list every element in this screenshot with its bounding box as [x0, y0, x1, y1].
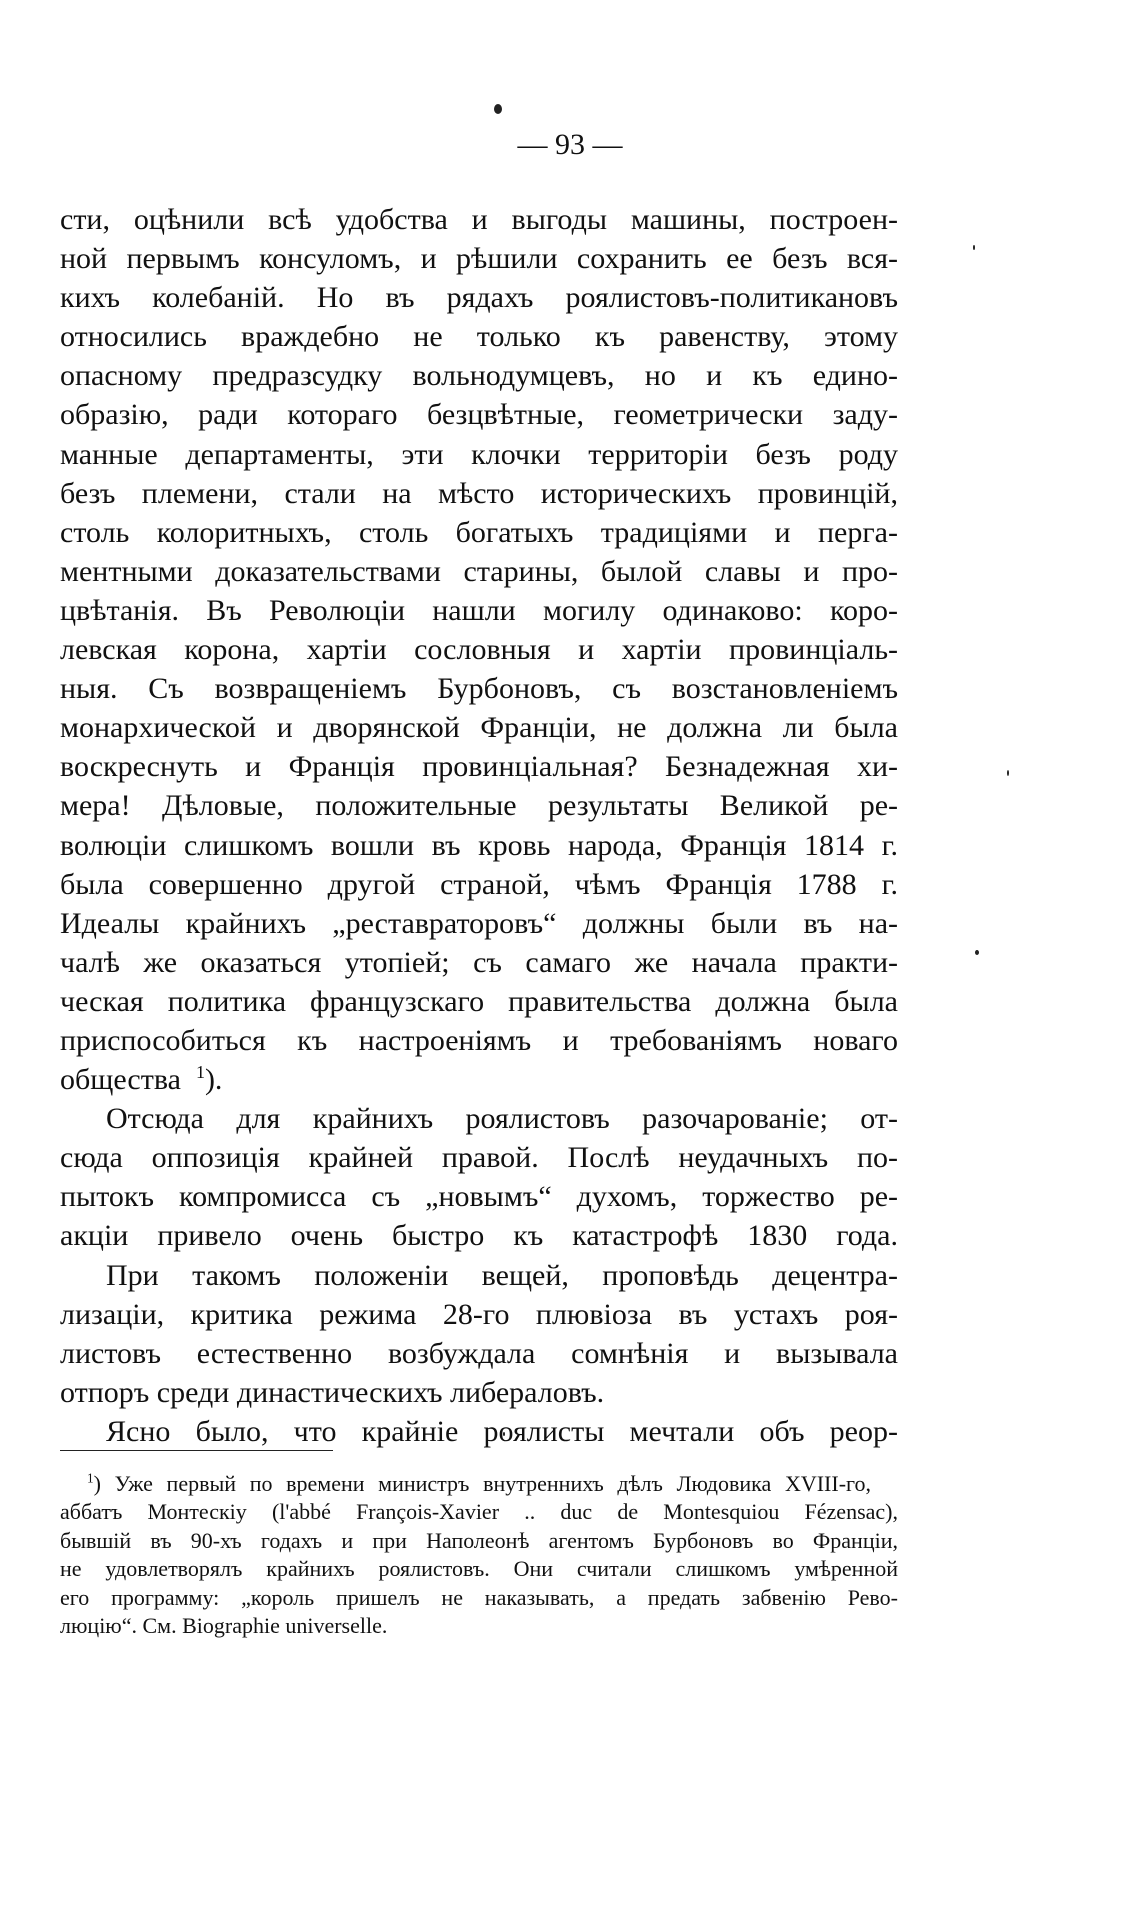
- text-line: [60, 1216, 898, 1255]
- line-content: левская корона, хартіи сословныя и хартіи провинціаль-: [60, 633, 898, 667]
- line-text: $^1$) Уже первый по времени министръ внутреннихъ дѣлъ Людовика XVIII-го,: [87, 1470, 871, 1496]
- line-content: Отсюда для крайнихъ роялистовъ разочарованіе; от-: [106, 1102, 898, 1136]
- line-content: При такомъ положеніи вещей, проповѣдь децентра-: [106, 1258, 898, 1292]
- line-content: ной первымъ консуломъ, и рѣшили сохранить ее безъ вся-: [60, 242, 898, 276]
- text-line: [60, 982, 898, 1021]
- text-line: [60, 669, 898, 708]
- text-line: [60, 200, 898, 239]
- line-content: ментными доказательствами старины, былой славы и про-: [60, 554, 898, 588]
- line-content: безъ племени, стали на мѣсто историческихъ провинцій,: [60, 476, 898, 510]
- line-text: [60, 1138, 898, 1177]
- line-content: монархической и дворянской Франціи, не должна ли была: [60, 711, 898, 745]
- line-content: не удовлетворялъ крайнихъ роялистовъ. Они считали слишкомъ умѣренной: [60, 1556, 898, 1582]
- line-text: [60, 1334, 898, 1373]
- text-line: [60, 239, 898, 278]
- text-line: [60, 1373, 898, 1412]
- body-text: [60, 200, 898, 1451]
- text-line: [60, 630, 898, 669]
- line-text: [60, 1177, 898, 1216]
- line-content: кихъ колебаній. Но въ рядахъ роялистовъ-политикановъ: [60, 281, 898, 315]
- text-line: [60, 1334, 898, 1373]
- footnote-line: [60, 1555, 898, 1583]
- line-text: [60, 1373, 898, 1412]
- line-text: [60, 1555, 898, 1583]
- footnote-mark: 1: [87, 1470, 94, 1486]
- line-content: опасному предразсудку вольнодумцевъ, но и къ едино-: [60, 359, 898, 393]
- line-text: [60, 1295, 898, 1334]
- line-content: манные департаменты, эти клочки территоріи безъ роду: [60, 437, 898, 471]
- line-content: была совершенно другой страной, чѣмъ Франція 1788 г.: [60, 867, 898, 901]
- line-text: [60, 435, 898, 474]
- line-text: [60, 1498, 898, 1526]
- line-content: аббатъ Монтескіу (l'abbé François-Xavier .. duc de Montesquiou Fézensac),: [60, 1499, 898, 1525]
- line-text: [60, 474, 898, 513]
- text-line: [60, 1099, 898, 1138]
- line-content: Идеалы крайнихъ „реставраторовъ“ должны были въ на-: [60, 906, 898, 940]
- line-text: [106, 1412, 898, 1451]
- text-line: [60, 278, 898, 317]
- text-line: [60, 317, 898, 356]
- footnote-line: [60, 1612, 898, 1640]
- text-line: [60, 747, 898, 786]
- line-text: [60, 747, 898, 786]
- text-line: [60, 591, 898, 630]
- line-text: [60, 552, 898, 591]
- print-speck: [973, 245, 975, 250]
- text-line: [60, 474, 898, 513]
- footnote-divider: [60, 1450, 333, 1451]
- text-line: [60, 1295, 898, 1334]
- line-content: Уже первый по времени министръ внутреннихъ дѣлъ Людовика XVIII-го,: [114, 1471, 871, 1496]
- line-text: [60, 826, 898, 865]
- line-text: [60, 943, 898, 982]
- line-text: [60, 1060, 898, 1099]
- line-content: относились враждебно не только къ равенству, этому: [60, 320, 898, 354]
- line-content: цвѣтанія. Въ Революціи нашли могилу одинаково: коро-: [60, 593, 898, 627]
- page-number: — 93 —: [517, 128, 623, 161]
- line-text: [60, 356, 898, 395]
- line-content: мера! Дѣловые, положительные результаты Великой ре-: [60, 789, 898, 823]
- line-content: волюціи слишкомъ вошли въ кровь народа, Франція 1814 г.: [60, 828, 898, 862]
- footnote: [60, 1470, 898, 1640]
- line-text: [60, 395, 898, 434]
- text-line: [60, 708, 898, 747]
- line-text: [60, 1527, 898, 1555]
- line-text: [106, 1256, 898, 1295]
- print-speck: [1007, 770, 1009, 776]
- line-content: приспособиться къ настроеніямъ и требованіямъ новаго: [60, 1023, 898, 1057]
- text-line: [60, 1021, 898, 1060]
- line-text: [60, 786, 898, 825]
- text-line: [60, 904, 898, 943]
- line-content: люцію“. См. Biographie universelle.: [60, 1612, 388, 1638]
- text-line: [60, 786, 898, 825]
- line-content: столь колоритныхъ, столь богатыхъ традиціями и перга-: [60, 515, 898, 549]
- line-text: [60, 1216, 898, 1255]
- line-content: бывшій въ 90-хъ годахъ и при Наполеонѣ агентомъ Бурбоновъ во Франціи,: [60, 1527, 898, 1553]
- text-line: [60, 356, 898, 395]
- text-line: [60, 943, 898, 982]
- footnote-line: [60, 1498, 898, 1526]
- line-text: [60, 513, 898, 552]
- line-content: его программу: „король пришелъ не наказывать, а предать забвенію Рево-: [60, 1584, 898, 1610]
- text-line: [60, 826, 898, 865]
- print-speck: [494, 104, 502, 114]
- line-text: [60, 630, 898, 669]
- line-text: [60, 708, 898, 747]
- line-text: [60, 982, 898, 1021]
- text-line: [60, 865, 898, 904]
- text-line: [60, 1256, 898, 1295]
- line-text: [60, 669, 898, 708]
- line-content: образію, ради котораго безцвѣтные, геометрически заду-: [60, 398, 898, 432]
- line-content: сюда оппозиція крайней правой. Послѣ неудачныхъ по-: [60, 1141, 898, 1175]
- line-text: [106, 1099, 898, 1138]
- line-text: [60, 1612, 898, 1640]
- line-content: листовъ естественно возбуждала сомнѣнія и вызывала: [60, 1336, 898, 1370]
- line-content: сти, оцѣнили всѣ удобства и выгоды машины, построен-: [60, 203, 898, 236]
- line-content: воскреснуть и Франція провинціальная? Безнадежная хи-: [60, 750, 898, 784]
- text-line: [60, 1138, 898, 1177]
- text-line: [60, 1412, 898, 1451]
- line-text: [60, 278, 898, 317]
- footnote-line: [60, 1584, 898, 1612]
- line-content: ческая политика французскаго правительства должна была: [60, 984, 898, 1018]
- line-content: ныя. Съ возвращеніемъ Бурбоновъ, съ возстановленіемъ: [60, 672, 898, 706]
- line-content: лизаціи, критика режима 28-го плювіоза въ устахъ роя-: [60, 1297, 898, 1331]
- text-line: [60, 1060, 898, 1099]
- line-content: акціи привело очень быстро къ катастрофѣ 1830 года.: [60, 1219, 898, 1253]
- footnote-line: [60, 1470, 898, 1498]
- footnote-reference[interactable]: 1: [195, 1062, 205, 1083]
- line-text: [60, 1584, 898, 1612]
- text-line: [60, 1177, 898, 1216]
- line-text: [60, 865, 898, 904]
- line-content: отпоръ среди династическихъ либераловъ.: [60, 1375, 605, 1409]
- line-content: чалѣ же оказаться утопіей; съ самаго же начала практи-: [60, 945, 898, 979]
- text-line: [60, 513, 898, 552]
- text-line: [60, 552, 898, 591]
- text-line: [60, 435, 898, 474]
- line-text: [60, 1021, 898, 1060]
- line-text: [60, 591, 898, 630]
- line-text: [60, 200, 898, 239]
- text-line: [60, 395, 898, 434]
- print-speck: [975, 950, 979, 955]
- punctuation: ).: [204, 1063, 223, 1097]
- line-content: Ясно было, что крайніе роялисты мечтали объ реор-: [106, 1414, 898, 1448]
- line-content: общества: [60, 1063, 181, 1097]
- footnote-line: [60, 1527, 898, 1555]
- line-text: [60, 239, 898, 278]
- line-text: [60, 317, 898, 356]
- line-text: [60, 904, 898, 943]
- line-content: пытокъ компромисса съ „новымъ“ духомъ, торжество ре-: [60, 1180, 898, 1214]
